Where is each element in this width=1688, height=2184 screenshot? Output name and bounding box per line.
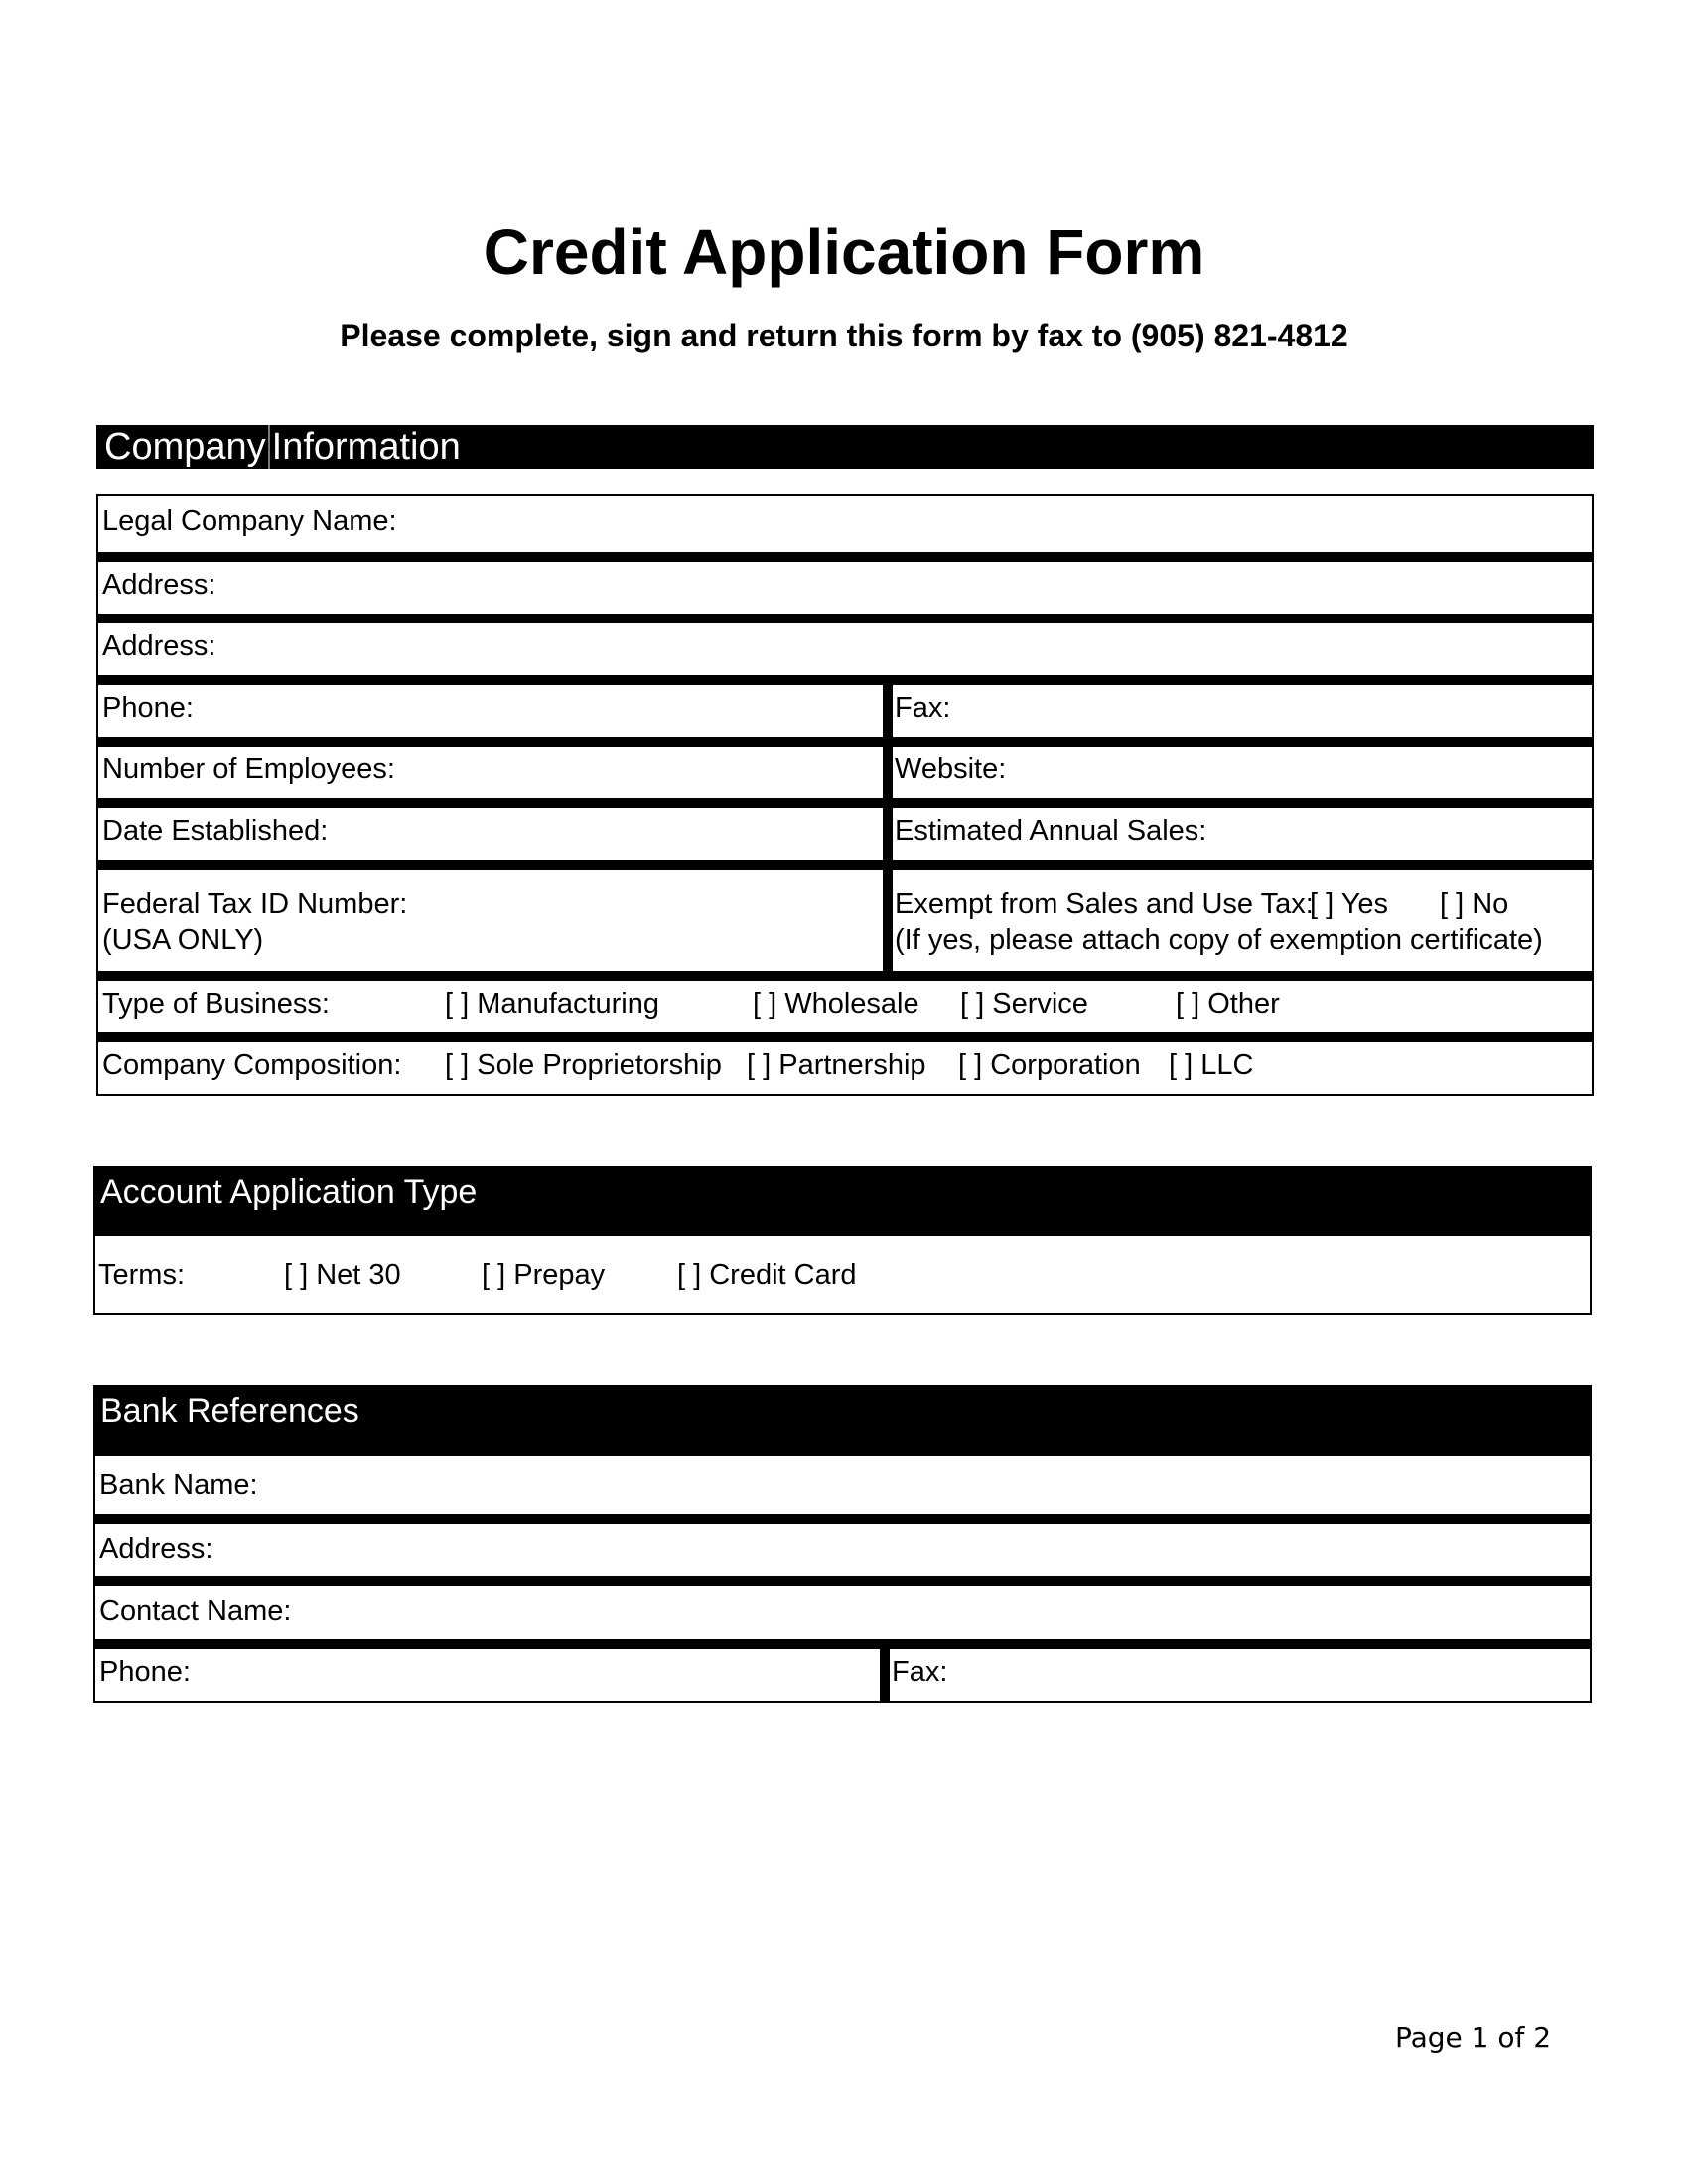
exempt-no-checkbox[interactable]: [ ] No bbox=[1440, 888, 1509, 920]
form-subtitle: Please complete, sign and return this form by fax to (905) 821-4812 bbox=[340, 318, 1348, 353]
header-divider bbox=[268, 425, 270, 469]
form-title: Credit Application Form bbox=[483, 216, 1205, 288]
corporation-checkbox[interactable]: [ ] Corporation bbox=[958, 1049, 1141, 1081]
wholesale-checkbox[interactable]: [ ] Wholesale bbox=[753, 988, 919, 1020]
phone-field[interactable] bbox=[98, 685, 883, 737]
account-header-label: Account Application Type bbox=[100, 1173, 478, 1211]
terms-row bbox=[93, 1236, 1592, 1315]
company-header-part1: Company bbox=[104, 426, 266, 468]
credit-card-checkbox[interactable]: [ ] Credit Card bbox=[677, 1259, 857, 1291]
bank-phone-field[interactable] bbox=[95, 1649, 880, 1701]
terms-label: Terms: bbox=[98, 1259, 185, 1291]
contact-name-label: Contact Name: bbox=[99, 1595, 292, 1627]
address-label-1: Address: bbox=[102, 569, 216, 601]
exempt-label: Exempt from Sales and Use Tax: bbox=[895, 888, 1314, 920]
fax-label: Fax: bbox=[895, 692, 951, 724]
established-sales-row bbox=[96, 806, 1594, 862]
other-checkbox[interactable]: [ ] Other bbox=[1176, 988, 1280, 1020]
website-field[interactable] bbox=[883, 747, 1592, 798]
partnership-checkbox[interactable]: [ ] Partnership bbox=[747, 1049, 926, 1081]
bank-address-label: Address: bbox=[99, 1533, 213, 1565]
address-field-1[interactable] bbox=[96, 560, 1594, 615]
employees-website-row bbox=[96, 745, 1594, 800]
account-application-type-header bbox=[93, 1166, 1592, 1236]
business-type-row bbox=[96, 979, 1594, 1034]
manufacturing-checkbox[interactable]: [ ] Manufacturing bbox=[445, 988, 659, 1020]
legal-company-name-label: Legal Company Name: bbox=[102, 505, 397, 537]
company-information-header bbox=[96, 425, 1594, 469]
bank-name-field[interactable] bbox=[93, 1454, 1592, 1516]
date-established-label: Date Established: bbox=[102, 815, 329, 847]
bank-address-field[interactable] bbox=[93, 1522, 1592, 1578]
business-type-label: Type of Business: bbox=[102, 988, 330, 1020]
date-established-field[interactable] bbox=[98, 808, 883, 860]
website-label: Website: bbox=[895, 753, 1007, 785]
prepay-checkbox[interactable]: [ ] Prepay bbox=[482, 1259, 606, 1291]
address-label-2: Address: bbox=[102, 630, 216, 662]
exempt-yes-checkbox[interactable]: [ ] Yes bbox=[1310, 888, 1389, 920]
tax-id-label: Federal Tax ID Number: bbox=[102, 888, 408, 920]
exempt-note: (If yes, please attach copy of exemption certificate) bbox=[895, 924, 1543, 956]
composition-label: Company Composition: bbox=[102, 1049, 402, 1081]
legal-company-name-field[interactable] bbox=[96, 494, 1594, 554]
exempt-field bbox=[883, 870, 1592, 971]
bank-phone-label: Phone: bbox=[99, 1656, 191, 1688]
bank-header-label: Bank References bbox=[100, 1392, 359, 1430]
contact-name-field[interactable] bbox=[93, 1584, 1592, 1641]
phone-label: Phone: bbox=[102, 692, 194, 724]
bank-phone-fax-row bbox=[93, 1647, 1592, 1703]
phone-fax-row bbox=[96, 683, 1594, 739]
llc-checkbox[interactable]: [ ] LLC bbox=[1169, 1049, 1254, 1081]
service-checkbox[interactable]: [ ] Service bbox=[960, 988, 1088, 1020]
fax-field[interactable] bbox=[883, 685, 1592, 737]
annual-sales-field[interactable] bbox=[883, 808, 1592, 860]
company-header-part2: Information bbox=[271, 426, 461, 468]
tax-row bbox=[96, 868, 1594, 973]
bank-references-header bbox=[93, 1385, 1592, 1454]
employees-label: Number of Employees: bbox=[102, 753, 395, 785]
company-composition-row bbox=[96, 1040, 1594, 1096]
tax-id-note: (USA ONLY) bbox=[102, 924, 264, 956]
address-field-2[interactable] bbox=[96, 621, 1594, 677]
bank-fax-field[interactable] bbox=[880, 1649, 1590, 1701]
annual-sales-label: Estimated Annual Sales: bbox=[895, 815, 1207, 847]
tax-id-field[interactable] bbox=[98, 870, 883, 971]
employees-field[interactable] bbox=[98, 747, 883, 798]
page-number: Page 1 of 2 bbox=[1395, 2021, 1552, 2054]
bank-name-label: Bank Name: bbox=[99, 1469, 258, 1501]
sole-proprietorship-checkbox[interactable]: [ ] Sole Proprietorship bbox=[445, 1049, 722, 1081]
bank-fax-label: Fax: bbox=[892, 1656, 948, 1688]
net30-checkbox[interactable]: [ ] Net 30 bbox=[284, 1259, 401, 1291]
